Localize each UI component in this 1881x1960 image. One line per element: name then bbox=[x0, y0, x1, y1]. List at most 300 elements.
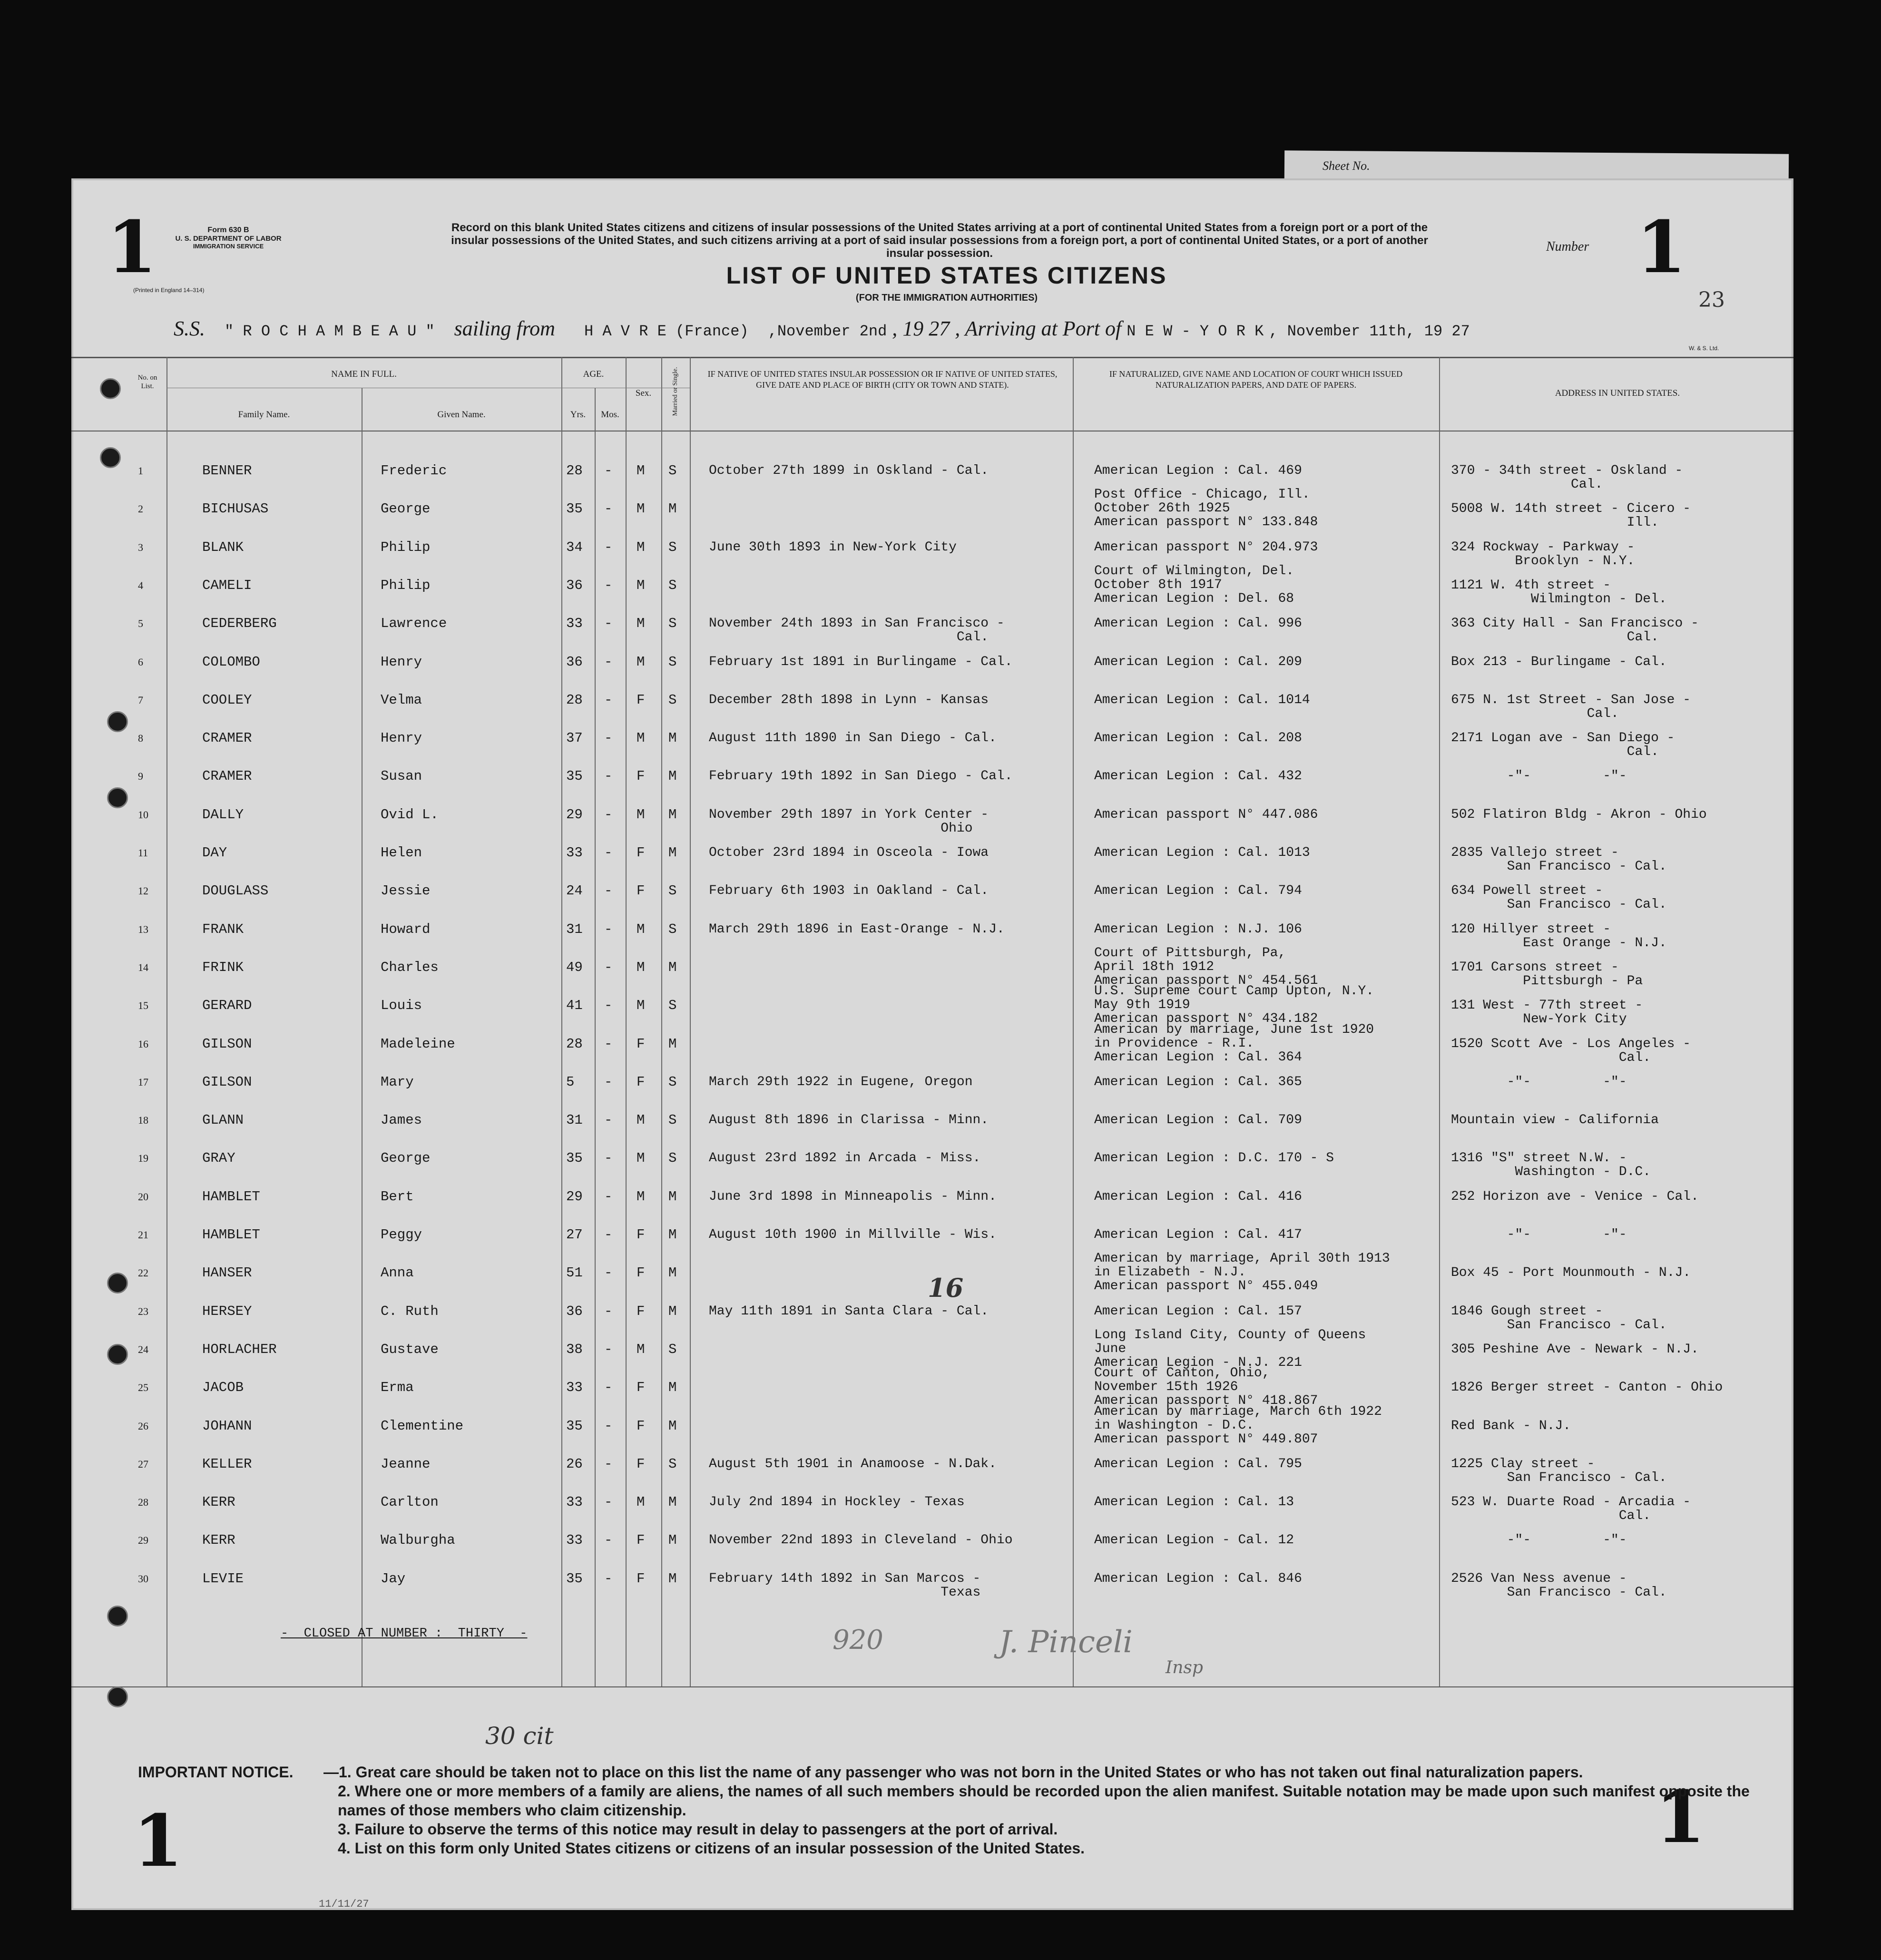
sex: M bbox=[637, 1112, 645, 1128]
age-years: 5 bbox=[566, 1074, 575, 1090]
page-subtitle: (FOR THE IMMIGRATION AUTHORITIES) bbox=[855, 293, 1038, 303]
marital-status: S bbox=[668, 1112, 677, 1128]
table-row bbox=[71, 1228, 1793, 1266]
row-number: 23 bbox=[138, 1305, 148, 1317]
marital-status: S bbox=[668, 1341, 677, 1357]
page-title: LIST OF UNITED STATES CITIZENS bbox=[726, 262, 1167, 289]
given-name: Peggy bbox=[381, 1227, 422, 1243]
marital-status: M bbox=[668, 1036, 677, 1052]
table-row bbox=[71, 1572, 1793, 1610]
age-years: 31 bbox=[566, 1112, 583, 1128]
department: U. S. DEPARTMENT OF LABOR bbox=[175, 235, 282, 243]
naturalization-info: American Legion : Cal. 416 bbox=[1094, 1189, 1302, 1204]
form-number: Form 630 B bbox=[207, 226, 249, 234]
birth-info: March 29th 1922 in Eugene, Oregon bbox=[709, 1074, 973, 1089]
family-name: DAY bbox=[202, 845, 227, 861]
age-years: 26 bbox=[566, 1456, 583, 1472]
sex: F bbox=[637, 1265, 645, 1281]
sex: F bbox=[637, 1456, 645, 1472]
age-years: 35 bbox=[566, 1570, 583, 1587]
table-row bbox=[71, 1533, 1793, 1571]
sex: F bbox=[637, 883, 645, 899]
age-months: - bbox=[604, 1265, 613, 1281]
sex: M bbox=[637, 577, 645, 593]
birth-info: February 19th 1892 in San Diego - Cal. bbox=[709, 769, 1013, 784]
marital-status: S bbox=[668, 1074, 677, 1090]
us-address: -"- -"- bbox=[1451, 1533, 1627, 1548]
age-months: - bbox=[604, 845, 613, 861]
sex: M bbox=[637, 1494, 645, 1510]
col-header-mos: Mos. bbox=[601, 410, 619, 420]
marital-status: S bbox=[668, 692, 677, 708]
marital-status: S bbox=[668, 539, 677, 555]
given-name: Ovid L. bbox=[381, 806, 439, 823]
port-to: N E W - Y O R K bbox=[1127, 323, 1264, 340]
sex: F bbox=[637, 692, 645, 708]
family-name: GRAY bbox=[202, 1150, 235, 1166]
family-name: KELLER bbox=[202, 1456, 252, 1472]
age-months: - bbox=[604, 1227, 613, 1243]
age-years: 38 bbox=[566, 1341, 583, 1357]
age-months: - bbox=[604, 1150, 613, 1166]
naturalization-info: American Legion : D.C. 170 - S bbox=[1094, 1151, 1334, 1166]
family-name: JACOB bbox=[202, 1380, 244, 1396]
marital-status: M bbox=[668, 730, 677, 746]
row-number: 27 bbox=[138, 1458, 148, 1470]
sex: F bbox=[637, 1570, 645, 1587]
us-address: 2526 Van Ness avenue - San Francisco - Cal. bbox=[1451, 1571, 1667, 1600]
naturalization-info: American Legion : Cal. 795 bbox=[1094, 1456, 1302, 1471]
us-address: 1316 "S" street N.W. - Washington - D.C. bbox=[1451, 1151, 1651, 1180]
naturalization-info: American Legion : Cal. 365 bbox=[1094, 1074, 1302, 1089]
us-address: 252 Horizon ave - Venice - Cal. bbox=[1451, 1189, 1699, 1204]
given-name: Susan bbox=[381, 768, 422, 784]
row-number: 15 bbox=[138, 1000, 148, 1012]
notice-item-4: 4. List on this form only United States citizens or citizens of an insular possession of the United States. bbox=[338, 1840, 1085, 1857]
age-years: 29 bbox=[566, 806, 583, 823]
sex: F bbox=[637, 1227, 645, 1243]
sex: M bbox=[637, 501, 645, 517]
birth-info: November 22nd 1893 in Cleveland - Ohio bbox=[709, 1533, 1013, 1548]
row-number: 7 bbox=[138, 694, 143, 706]
row-number: 19 bbox=[138, 1152, 148, 1165]
marital-status: S bbox=[668, 463, 677, 479]
table-bottom-rule bbox=[71, 1686, 1793, 1687]
family-name: GILSON bbox=[202, 1074, 252, 1090]
us-address: 363 City Hall - San Francisco - Cal. bbox=[1451, 616, 1699, 645]
given-name: George bbox=[381, 501, 431, 517]
marital-status: M bbox=[668, 501, 677, 517]
family-name: DALLY bbox=[202, 806, 244, 823]
arriving-label: Arriving at Port of bbox=[965, 317, 1122, 340]
corner-number-top-left: 1 bbox=[107, 206, 157, 289]
given-name: Mary bbox=[381, 1074, 414, 1090]
table-row bbox=[71, 1404, 1793, 1457]
naturalization-info: American Legion : Cal. 13 bbox=[1094, 1495, 1294, 1510]
us-address: -"- -"- bbox=[1451, 1074, 1627, 1089]
family-name: CRAMER bbox=[202, 768, 252, 784]
marital-status: M bbox=[668, 959, 677, 975]
sex: M bbox=[637, 730, 645, 746]
row-number: 9 bbox=[138, 770, 143, 783]
row-number: 14 bbox=[138, 961, 148, 973]
naturalization-info: U.S. Supreme court Camp Upton, N.Y. May 9th 1919 American passport N° 434.182 bbox=[1094, 984, 1374, 1027]
age-years: 35 bbox=[566, 501, 583, 517]
family-name: BENNER bbox=[202, 463, 252, 479]
given-name: Erma bbox=[381, 1380, 414, 1396]
table-row bbox=[71, 808, 1793, 846]
table-row bbox=[71, 984, 1793, 1037]
naturalization-info: American by marriage, April 30th 1913 in Elizabeth - N.J. American passport N° 455.049 bbox=[1094, 1251, 1390, 1294]
us-address: 2835 Vallejo street - San Francisco - Cal. bbox=[1451, 845, 1667, 874]
marital-status: M bbox=[668, 845, 677, 861]
col-header-naturalized: IF NATURALIZED, GIVE NAME AND LOCATION OF COURT WHICH ISSUED NATURALIZATION PAPERS, AND DATE OF PAPERS. bbox=[1109, 369, 1403, 390]
marital-status: S bbox=[668, 577, 677, 593]
family-name: CEDERBERG bbox=[202, 616, 277, 632]
corner-number-top-right: 1 bbox=[1636, 206, 1686, 289]
table-row bbox=[71, 563, 1793, 617]
table-row bbox=[71, 464, 1793, 502]
row-number: 3 bbox=[138, 541, 143, 553]
naturalization-info: American Legion : N.J. 106 bbox=[1094, 921, 1302, 937]
header-text: Record on this blank United States citizens and citizens of insular possessions of the United States arriving at a port of continental United States from a foreign port or a port of the insular possessions of the United States, and such citizens arriving at a port of said insular possessions from a foreign port, a port of continental United States, or a port of another insular possession. bbox=[451, 221, 1428, 260]
port-from: H A V R E (France) bbox=[584, 323, 749, 340]
table-row bbox=[71, 1075, 1793, 1113]
printed-note: (Printed in England 14–314) bbox=[133, 287, 205, 294]
family-name: COLOMBO bbox=[202, 654, 260, 670]
row-number: 25 bbox=[138, 1382, 148, 1394]
family-name: DOUGLASS bbox=[202, 883, 269, 899]
age-years: 28 bbox=[566, 1036, 583, 1052]
us-address: 2171 Logan ave - San Diego - Cal. bbox=[1451, 731, 1675, 760]
us-address: 131 West - 77th street - New-York City bbox=[1451, 998, 1643, 1027]
family-name: BICHUSAS bbox=[202, 501, 269, 517]
birth-info: June 30th 1893 in New-York City bbox=[709, 539, 957, 555]
naturalization-info: American Legion : Cal. 996 bbox=[1094, 616, 1302, 631]
corner-number-bottom-right: 1 bbox=[1656, 1775, 1705, 1859]
given-name: Henry bbox=[381, 730, 422, 746]
age-months: - bbox=[604, 1112, 613, 1128]
marital-status: M bbox=[668, 1188, 677, 1205]
us-address: 370 - 34th street - Oskland - Cal. bbox=[1451, 463, 1683, 492]
birth-info: November 24th 1893 in San Francisco - Cal. bbox=[709, 616, 1005, 645]
family-name: FRINK bbox=[202, 959, 244, 975]
family-name: JOHANN bbox=[202, 1418, 252, 1434]
sex: F bbox=[637, 845, 645, 861]
birth-info: August 5th 1901 in Anamoose - N.Dak. bbox=[709, 1456, 997, 1471]
row-number: 2 bbox=[138, 503, 143, 515]
naturalization-info: Post Office - Chicago, Ill. October 26th 1925 American passport N° 133.848 bbox=[1094, 487, 1318, 530]
col-header-yrs: Yrs. bbox=[570, 410, 586, 420]
given-name: Walburgha bbox=[381, 1532, 455, 1548]
age-months: - bbox=[604, 616, 613, 632]
corner-number-bottom-left: 1 bbox=[133, 1799, 183, 1883]
marital-status: S bbox=[668, 1456, 677, 1472]
naturalization-info: American Legion : Cal. 709 bbox=[1094, 1113, 1302, 1128]
us-address: 502 Flatiron Bldg - Akron - Ohio bbox=[1451, 807, 1707, 822]
row-number: 4 bbox=[138, 579, 143, 591]
printer-mark: W. & S. Ltd. bbox=[1689, 345, 1719, 352]
binder-hole bbox=[107, 1344, 128, 1365]
birth-info: July 2nd 1894 in Hockley - Texas bbox=[709, 1495, 965, 1510]
binder-hole bbox=[107, 1606, 128, 1627]
sex: F bbox=[637, 1303, 645, 1319]
age-years: 31 bbox=[566, 921, 583, 937]
signature-title: Insp bbox=[1166, 1658, 1203, 1677]
table-row bbox=[71, 487, 1793, 540]
age-months: - bbox=[604, 501, 613, 517]
birth-info: October 27th 1899 in Oskland - Cal. bbox=[709, 463, 989, 478]
row-number: 8 bbox=[138, 732, 143, 745]
marital-status: S bbox=[668, 654, 677, 670]
family-name: KERR bbox=[202, 1494, 235, 1510]
row-number: 10 bbox=[138, 808, 148, 821]
family-name: HAMBLET bbox=[202, 1188, 260, 1205]
binder-hole bbox=[107, 787, 128, 808]
age-years: 28 bbox=[566, 463, 583, 479]
sex: M bbox=[637, 998, 645, 1014]
birth-info: February 1st 1891 in Burlingame - Cal. bbox=[709, 654, 1013, 669]
table-row bbox=[71, 1495, 1793, 1533]
age-months: - bbox=[604, 959, 613, 975]
sex: M bbox=[637, 654, 645, 670]
signature-number: 920 bbox=[833, 1625, 883, 1656]
given-name: Jay bbox=[381, 1570, 406, 1587]
page-number: 23 bbox=[1698, 288, 1725, 312]
given-name: Jessie bbox=[381, 883, 431, 899]
closed-note: - CLOSED AT NUMBER : THIRTY - bbox=[281, 1627, 528, 1641]
naturalization-info: American Legion : Cal. 1013 bbox=[1094, 845, 1310, 860]
binder-hole bbox=[107, 711, 128, 732]
age-months: - bbox=[604, 1303, 613, 1319]
us-address: 324 Rockway - Parkway - Brooklyn - N.Y. bbox=[1451, 539, 1635, 568]
naturalization-info: Court of Wilmington, Del. October 8th 1917 American Legion : Del. 68 bbox=[1094, 563, 1294, 606]
naturalization-info: American passport N° 204.973 bbox=[1094, 539, 1318, 555]
us-address: Box 213 - Burlingame - Cal. bbox=[1451, 654, 1667, 669]
given-name: Howard bbox=[381, 921, 431, 937]
family-name: COOLEY bbox=[202, 692, 252, 708]
table-row bbox=[71, 540, 1793, 578]
naturalization-info: American Legion - Cal. 12 bbox=[1094, 1533, 1294, 1548]
given-name: Gustave bbox=[381, 1341, 439, 1357]
marital-status: S bbox=[668, 998, 677, 1014]
us-address: 634 Powell street - San Francisco - Cal. bbox=[1451, 883, 1667, 912]
row-number: 28 bbox=[138, 1496, 148, 1509]
table-row bbox=[71, 731, 1793, 769]
row-number: 13 bbox=[138, 923, 148, 935]
naturalization-info: American Legion : Cal. 432 bbox=[1094, 769, 1302, 784]
sex: M bbox=[637, 1341, 645, 1357]
us-address: 1846 Gough street - San Francisco - Cal. bbox=[1451, 1303, 1667, 1333]
naturalization-info: American by marriage, June 1st 1920 in Providence - R.I. American Legion : Cal. 364 bbox=[1094, 1022, 1374, 1065]
birth-info: November 29th 1897 in York Center - Ohio bbox=[709, 807, 989, 836]
age-months: - bbox=[604, 921, 613, 937]
table-row bbox=[71, 693, 1793, 731]
sex: M bbox=[637, 1188, 645, 1205]
family-name: HANSER bbox=[202, 1265, 252, 1281]
us-address: Box 45 - Port Mounmouth - N.J. bbox=[1451, 1265, 1691, 1281]
notice-item-1: —1. Great care should be taken not to place on this list the name of any passenger who was not born in the United States or who has not taken out final naturalization papers. bbox=[323, 1764, 1583, 1781]
naturalization-info: American Legion : Cal. 469 bbox=[1094, 463, 1302, 478]
number-label: Number bbox=[1546, 239, 1589, 254]
age-months: - bbox=[604, 1418, 613, 1434]
given-name: C. Ruth bbox=[381, 1303, 439, 1319]
marital-status: M bbox=[668, 1418, 677, 1434]
age-years: 49 bbox=[566, 959, 583, 975]
table-row bbox=[71, 922, 1793, 960]
handwritten-count: 30 cit bbox=[485, 1722, 554, 1750]
table-row bbox=[71, 1190, 1793, 1228]
sex: M bbox=[637, 959, 645, 975]
us-address: 305 Peshine Ave - Newark - N.J. bbox=[1451, 1342, 1699, 1357]
birth-info: May 11th 1891 in Santa Clara - Cal. bbox=[709, 1303, 989, 1319]
marital-status: M bbox=[668, 1570, 677, 1587]
given-name: Philip bbox=[381, 577, 431, 593]
table-row bbox=[71, 884, 1793, 922]
family-name: LEVIE bbox=[202, 1570, 244, 1587]
sheet-number-label: Sheet No. bbox=[1323, 159, 1370, 173]
row-number: 11 bbox=[138, 847, 148, 859]
sex: M bbox=[637, 463, 645, 479]
given-name: Clementine bbox=[381, 1418, 464, 1434]
naturalization-info: American Legion : Cal. 794 bbox=[1094, 883, 1302, 899]
us-address: Mountain view - California bbox=[1451, 1113, 1659, 1128]
family-name: GLANN bbox=[202, 1112, 244, 1128]
age-months: - bbox=[604, 1532, 613, 1548]
col-header-given: Given Name. bbox=[437, 410, 486, 420]
col-header-family: Family Name. bbox=[238, 410, 290, 420]
given-name: Madeleine bbox=[381, 1036, 455, 1052]
table-row bbox=[71, 769, 1793, 807]
family-name: BLANK bbox=[202, 539, 244, 555]
family-name: HORLACHER bbox=[202, 1341, 277, 1357]
family-name: CRAMER bbox=[202, 730, 252, 746]
given-name: Frederic bbox=[381, 463, 447, 479]
notice-item-2: 2. Where one or more members of a family are aliens, the names of all such members should be recorded upon the alien manifest. Suitable notation may be made upon such manifest opposite the names of those members who claim citizenship. bbox=[338, 1783, 1750, 1819]
age-years: 33 bbox=[566, 1380, 583, 1396]
table-row bbox=[71, 617, 1793, 655]
age-years: 33 bbox=[566, 845, 583, 861]
age-years: 37 bbox=[566, 730, 583, 746]
us-address: 5008 W. 14th street - Cicero - Ill. bbox=[1451, 501, 1691, 530]
naturalization-info: American by marriage, March 6th 1922 in Washington - D.C. American passport N° 449.807 bbox=[1094, 1404, 1382, 1447]
marital-status: M bbox=[668, 1532, 677, 1548]
manifest-page bbox=[71, 178, 1793, 1910]
birth-info: March 29th 1896 in East-Orange - N.J. bbox=[709, 921, 1005, 937]
row-number: 18 bbox=[138, 1114, 148, 1127]
age-months: - bbox=[604, 692, 613, 708]
ss-label: S.S. bbox=[174, 317, 205, 340]
row-number: 1 bbox=[138, 465, 143, 477]
binder-hole bbox=[107, 1686, 128, 1707]
age-years: 35 bbox=[566, 768, 583, 784]
row-number: 16 bbox=[138, 1038, 148, 1050]
table-top-rule bbox=[71, 357, 1793, 358]
table-row bbox=[71, 846, 1793, 884]
col-header-name-in-full: NAME IN FULL. bbox=[331, 369, 397, 379]
age-months: - bbox=[604, 1380, 613, 1396]
us-address: 1520 Scott Ave - Los Angeles - Cal. bbox=[1451, 1036, 1691, 1065]
age-months: - bbox=[604, 654, 613, 670]
sex: M bbox=[637, 1150, 645, 1166]
notice-heading: IMPORTANT NOTICE. bbox=[138, 1764, 294, 1781]
us-address: 120 Hillyer street - East Orange - N.J. bbox=[1451, 921, 1667, 951]
birth-info: August 23rd 1892 in Arcada - Miss. bbox=[709, 1151, 981, 1166]
sailing-from-label: sailing from bbox=[454, 317, 555, 340]
age-years: 28 bbox=[566, 692, 583, 708]
age-years: 33 bbox=[566, 1494, 583, 1510]
age-years: 24 bbox=[566, 883, 583, 899]
binder-hole bbox=[100, 447, 121, 468]
us-address: -"- -"- bbox=[1451, 769, 1627, 784]
row-number: 29 bbox=[138, 1534, 148, 1547]
us-address: 1121 W. 4th street - Wilmington - Del. bbox=[1451, 578, 1667, 607]
birth-info: August 8th 1896 in Clarissa - Minn. bbox=[709, 1113, 989, 1128]
age-months: - bbox=[604, 1188, 613, 1205]
col-header-sex: Sex. bbox=[635, 388, 652, 398]
footer-stamp: 11/11/27 bbox=[319, 1898, 369, 1910]
age-months: - bbox=[604, 1494, 613, 1510]
col-header-married: Married or Single. bbox=[672, 367, 679, 416]
age-years: 41 bbox=[566, 998, 583, 1014]
sex: F bbox=[637, 1532, 645, 1548]
ship-name: " R O C H A M B E A U " bbox=[225, 323, 435, 340]
handwritten-16: 16 bbox=[928, 1273, 964, 1303]
naturalization-info: Court of Pittsburgh, Pa, April 18th 1912 American passport N° 454.561 bbox=[1094, 945, 1318, 988]
given-name: James bbox=[381, 1112, 422, 1128]
col-header-address: ADDRESS IN UNITED STATES. bbox=[1555, 388, 1680, 398]
age-years: 35 bbox=[566, 1150, 583, 1166]
marital-status: M bbox=[668, 1303, 677, 1319]
given-name: Henry bbox=[381, 654, 422, 670]
age-months: - bbox=[604, 463, 613, 479]
family-name: KERR bbox=[202, 1532, 235, 1548]
arrival-date: , November 11th, 19 27 bbox=[1269, 323, 1470, 340]
naturalization-info: American Legion : Cal. 1014 bbox=[1094, 692, 1310, 707]
family-name: GERARD bbox=[202, 998, 252, 1014]
family-name: HERSEY bbox=[202, 1303, 252, 1319]
age-months: - bbox=[604, 1570, 613, 1587]
given-name: Anna bbox=[381, 1265, 414, 1281]
us-address: 1826 Berger street - Canton - Ohio bbox=[1451, 1380, 1723, 1395]
us-address: 1225 Clay street - San Francisco - Cal. bbox=[1451, 1456, 1667, 1485]
us-address: 675 N. 1st Street - San Jose - Cal. bbox=[1451, 692, 1691, 721]
birth-info: December 28th 1898 in Lynn - Kansas bbox=[709, 692, 989, 707]
sex: M bbox=[637, 616, 645, 632]
given-name: Louis bbox=[381, 998, 422, 1014]
marital-status: S bbox=[668, 883, 677, 899]
marital-status: S bbox=[668, 921, 677, 937]
row-number: 12 bbox=[138, 885, 148, 897]
table-row bbox=[71, 1304, 1793, 1343]
us-address: Red Bank - N.J. bbox=[1451, 1418, 1571, 1433]
family-name: FRANK bbox=[202, 921, 244, 937]
naturalization-info: American Legion : Cal. 209 bbox=[1094, 654, 1302, 669]
age-years: 51 bbox=[566, 1265, 583, 1281]
us-address: 1701 Carsons street - Pittsburgh - Pa bbox=[1451, 960, 1643, 989]
age-years: 36 bbox=[566, 654, 583, 670]
col-header-age: AGE. bbox=[583, 369, 604, 379]
birth-info: October 23rd 1894 in Osceola - Iowa bbox=[709, 845, 989, 860]
naturalization-info: American Legion : Cal. 208 bbox=[1094, 731, 1302, 746]
naturalization-info: American Legion : Cal. 417 bbox=[1094, 1227, 1302, 1242]
naturalization-info: Long Island City, County of Queens June American Legion - N.J. 221 bbox=[1094, 1327, 1366, 1370]
row-number: 20 bbox=[138, 1190, 148, 1203]
age-years: 36 bbox=[566, 577, 583, 593]
age-years: 33 bbox=[566, 1532, 583, 1548]
sex: F bbox=[637, 768, 645, 784]
sex: M bbox=[637, 806, 645, 823]
